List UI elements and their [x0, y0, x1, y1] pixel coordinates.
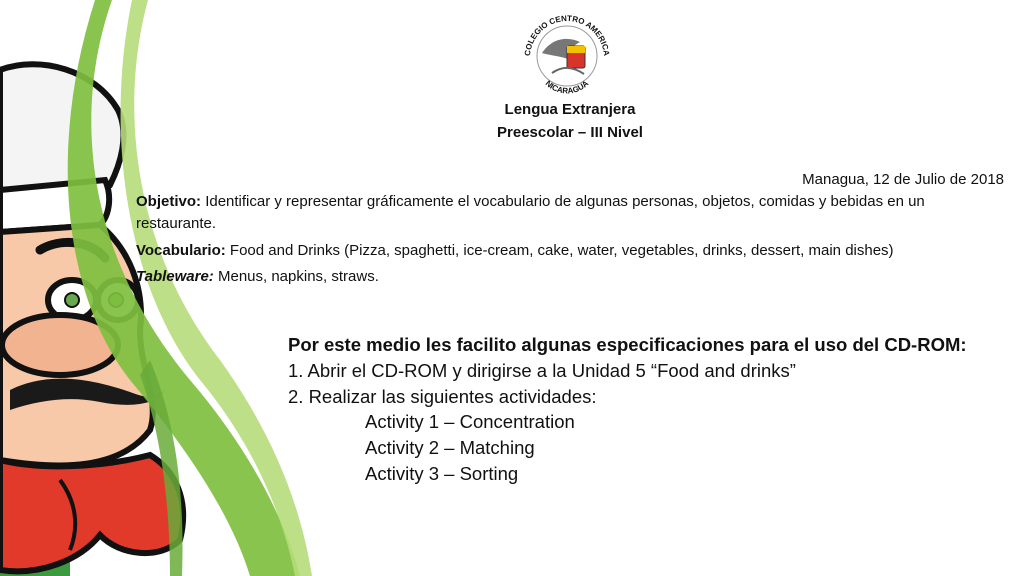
- school-logo: [512, 8, 622, 98]
- instruction-step: 2. Realizar las siguientes actividades:: [288, 385, 597, 407]
- instruction-step: 1. Abrir el CD-ROM y dirigirse a la Unidad 5 “Food and drinks”: [288, 359, 796, 381]
- activity-item: Activity 2 – Matching: [365, 437, 535, 459]
- vocabulary-label: Vocabulario:: [136, 242, 226, 259]
- red-scarf: [0, 455, 183, 571]
- objective-text: Identificar y representar gráficamente el vocabulario de algunas personas, objetos, comidas y bebidas en un restaurante.: [136, 193, 925, 232]
- activity-item: Activity 3 – Sorting: [365, 462, 519, 484]
- tableware-paragraph: [136, 266, 1008, 288]
- date-line: Managua, 12 de Julio de 2018: [802, 171, 1004, 188]
- chef-hat: [0, 64, 123, 190]
- logo-top-text: COLEGIO CENTRO AMERICA: [522, 13, 612, 57]
- objective-label: Objetivo:: [136, 193, 202, 210]
- chef-illustration: [0, 0, 320, 576]
- tableware-label: Tableware:: [136, 268, 214, 285]
- vocabulary-paragraph: [136, 240, 1008, 262]
- subject-title: Lengua Extranjera: [504, 101, 636, 118]
- vocabulary-text: Food and Drinks (Pizza, spaghetti, ice-cream, cake, water, vegetables, drinks, dessert, main dishes): [229, 242, 894, 259]
- objective-paragraph: [136, 191, 1008, 235]
- activity-item: Activity 1 – Concentration: [365, 411, 575, 433]
- instructions-heading: Por este medio les facilito algunas especificaciones para el uso del CD-ROM:: [288, 334, 967, 355]
- logo-bottom-text: NICARAGUA: [543, 78, 591, 96]
- pupil-left: [65, 293, 79, 307]
- tableware-text: Menus, napkins, straws.: [217, 268, 379, 285]
- instructions-block: [288, 332, 967, 487]
- level-title: Preescolar – III Nivel: [497, 124, 643, 141]
